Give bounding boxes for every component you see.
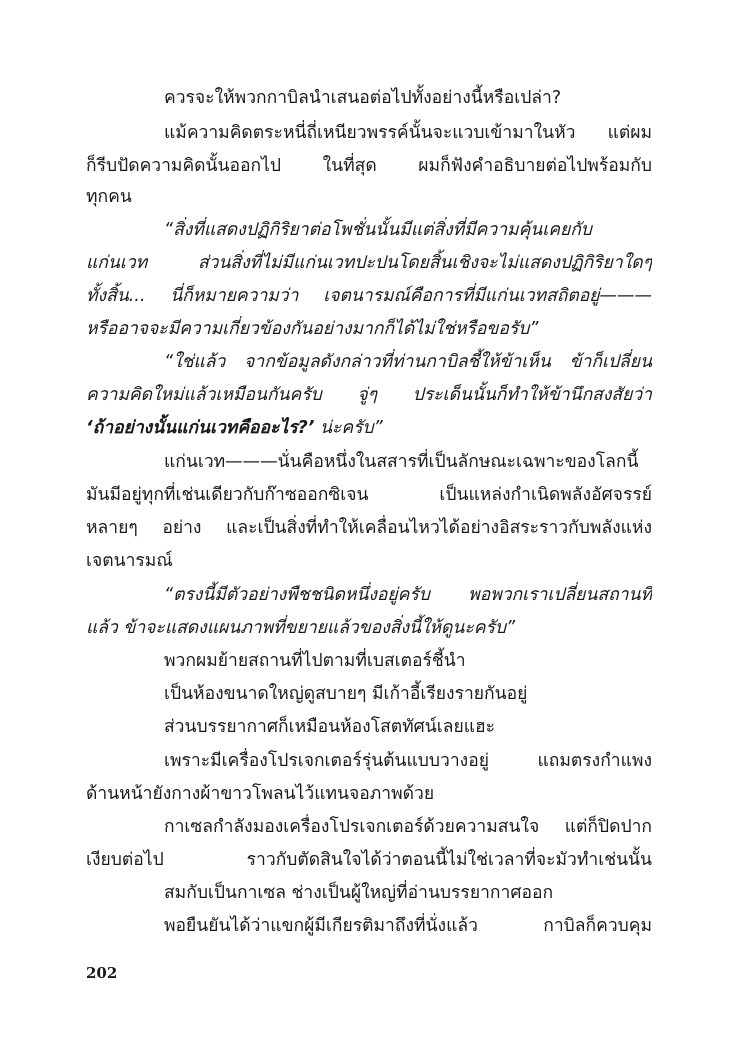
paragraph-line: สมกับเป็นกาเซล ช่างเป็นผู้ใหญ่ที่อ่านบรรยากาศออก bbox=[164, 883, 554, 903]
dialogue-line: ทั้งสิ้น... นี่ก็หมายความว่า เจตนารมณ์คือการที่มีแก่นเวทสถิตอยู่——— bbox=[86, 286, 652, 306]
paragraph-line: มันมีอยู่ทุกที่เช่นเดียวกับก๊าซออกซิเจน เป็นแหล่งกำเนิดพลังอัศจรรย์ bbox=[86, 485, 652, 505]
dialogue-line: “ตรงนี้มีตัวอย่างพืชชนิดหนึ่งอยู่ครับ พอพวกเราเปลี่ยนสถานที่ bbox=[164, 585, 652, 605]
paragraph-line: เจตนารมณ์ bbox=[86, 551, 173, 571]
paragraph-line: ควรจะให้พวกกาบิลนำเสนอต่อไปทั้งอย่างนี้หรือเปล่า? bbox=[164, 88, 562, 108]
paragraph-line: แม้ความคิดตระหนี่ถี่เหนียวพรรค์นั้นจะแวบเข้ามาในหัว แต่ผม bbox=[164, 123, 652, 143]
paragraph-line: เพราะมีเครื่องโปรเจกเตอร์รุ่นต้นแบบวางอยู่ แถมตรงกำแพง bbox=[164, 751, 652, 771]
dialogue-line bbox=[86, 413, 652, 443]
paragraph-line: พอยืนยันได้ว่าแขกผู้มีเกียรติมาถึงที่นั่งแล้ว กาบิลก็ควบคุม bbox=[164, 916, 652, 936]
dialogue-line: แล้ว ข้าจะแสดงแผนภาพที่ขยายแล้วของสิ่งนี้ให้ดูนะครับ” bbox=[86, 618, 516, 638]
paragraph-line: หลายๆ อย่าง และเป็นสิ่งที่ทำให้เคลื่อนไหวได้อย่างอิสระราวกับพลังแห่ง bbox=[86, 518, 652, 538]
paragraph-line: ด้านหน้ายังกางผ้าขาวโพลนไว้แทนจอภาพด้วย bbox=[86, 784, 435, 804]
paragraph-line: ก็รีบปัดความคิดนั้นออกไป ในที่สุด ผมก็ฟังคำอธิบายต่อไปพร้อมกับ bbox=[86, 156, 652, 176]
dialogue-line: ความคิดใหม่แล้วเหมือนกันครับ จู่ๆ ประเด็นนั้นก็ทำให้ข้านึกสงสัยว่า bbox=[86, 385, 652, 405]
paragraph-line: กาเซลกำลังมองเครื่องโปรเจกเตอร์ด้วยความสนใจ แต่ก็ปิดปาก bbox=[164, 817, 652, 837]
dialogue-line: หรืออาจจะมีความเกี่ยวข้องกันอย่างมากก็ได้ไม่ใช่หรือขอรับ” bbox=[86, 319, 539, 339]
dialogue-line: “ใช่แล้ว จากข้อมูลดังกล่าวที่ท่านกาบิลชี้ให้ข้าเห็น ข้าก็เปลี่ยน bbox=[164, 352, 652, 372]
paragraph-line: แก่นเวท———นั่นคือหนึ่งในสสารที่เป็นลักษณะเฉพาะของโลกนี้ bbox=[164, 452, 639, 472]
paragraph-line: เงียบต่อไป ราวกับตัดสินใจได้ว่าตอนนี้ไม่ใช่เวลาที่จะมัวทำเช่นนั้น bbox=[86, 850, 652, 870]
dialogue-line: แก่นเวท ส่วนสิ่งที่ไม่มีแก่นเวทปะปนโดยสิ้นเชิงจะไม่แสดงปฏิกิริยาใดๆ bbox=[86, 253, 652, 273]
paragraph-line: เป็นห้องขนาดใหญ่ดูสบายๆ มีเก้าอี้เรียงรายกันอยู่ bbox=[164, 684, 528, 704]
emphasized-question: ‘ถ้าอย่างนั้นแก่นเวทคืออะไร?’ bbox=[86, 418, 315, 438]
paragraph-line: ทุกคน bbox=[86, 187, 132, 207]
dialogue-tail: น่ะครับ” bbox=[314, 418, 383, 438]
paragraph-line: พวกผมย้ายสถานที่ไปตามที่เบสเตอร์ชี้นำ bbox=[164, 651, 466, 671]
page-number: 202 bbox=[86, 964, 118, 982]
dialogue-line: “สิ่งที่แสดงปฏิกิริยาต่อโพชั่นนั้นมีแต่สิ่งที่มีความคุ้นเคยกับ bbox=[164, 220, 592, 240]
paragraph-line: ส่วนบรรยากาศก็เหมือนห้องโสตทัศน์เลยแฮะ bbox=[164, 717, 496, 737]
